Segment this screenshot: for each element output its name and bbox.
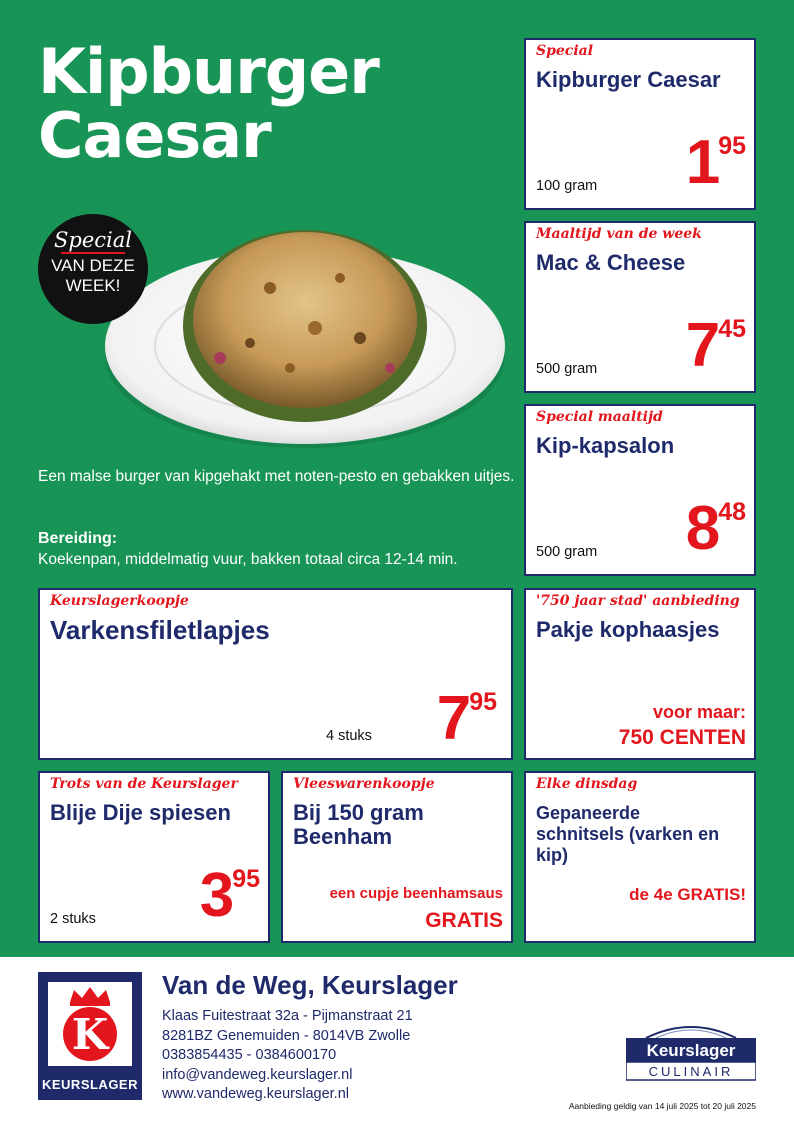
hero-title-line1: Kipburger — [38, 35, 379, 108]
keurslager-culinair-logo — [626, 1016, 756, 1082]
offer-name: Kipburger Caesar — [536, 67, 721, 92]
price-cents: 48 — [718, 498, 746, 526]
price-main: 1 — [685, 128, 719, 197]
price-main: 3 — [199, 861, 233, 930]
offer-line1: een cupje beenhamsaus — [329, 885, 503, 902]
offer-card-kipburger — [524, 38, 756, 210]
offer-card-spiesen — [38, 771, 270, 943]
hero-title — [38, 35, 379, 172]
offer-tag: Special maaltijd — [536, 409, 663, 425]
burger-plate-image — [100, 208, 510, 453]
badge-line2: WEEK! — [65, 276, 121, 295]
offer-name-line2: schnitsels (varken en — [536, 824, 720, 844]
offer-card-kophaasjes — [524, 588, 756, 760]
offer-card-mac-cheese — [524, 221, 756, 393]
offer-tag: Vleeswarenkoopje — [293, 776, 435, 792]
keurslager-logo — [38, 972, 142, 1100]
culinair-line1: Keurslager — [646, 1041, 736, 1060]
hero-description: Een malse burger van kipgehakt met noten-pesto en gebakken uitjes. — [38, 468, 515, 485]
offer-unit: 4 stuks — [326, 728, 372, 744]
email-link[interactable]: info@vandeweg.keurslager.nl — [162, 1066, 353, 1083]
shop-address-block — [162, 1007, 413, 1105]
price-cents: 95 — [232, 865, 260, 893]
culinair-line2: CULINAIR — [648, 1064, 734, 1079]
logo-letter: K — [71, 1010, 109, 1059]
validity-note: Aanbieding geldig van 14 juli 2025 tot 20 juli 2025 — [568, 1101, 756, 1111]
offer-price — [685, 311, 746, 380]
offer-unit: 2 stuks — [50, 911, 96, 927]
hero-title-line2: Caesar — [38, 99, 271, 172]
offer-card-kapsalon — [524, 404, 756, 576]
offer-price — [199, 861, 260, 930]
offer-line2: GRATIS — [425, 909, 503, 932]
price-cents: 45 — [718, 315, 746, 343]
offer-name: Kip-kapsalon — [536, 433, 675, 458]
shop-name: Van de Weg, Keurslager — [162, 970, 458, 1000]
offer-name: Blije Dije spiesen — [50, 800, 231, 825]
offer-line1: de 4e GRATIS! — [629, 885, 746, 904]
offer-name-line1: Gepaneerde — [536, 803, 641, 823]
phone-numbers: 0383854435 - 0384600170 — [162, 1047, 337, 1063]
badge-underline — [61, 252, 125, 254]
offer-tag: Elke dinsdag — [536, 776, 638, 792]
offer-unit: 100 gram — [536, 178, 598, 194]
badge-script: Special — [54, 228, 132, 252]
badge-line1: VAN DEZE — [51, 256, 135, 275]
offer-tag: Maaltijd van de week — [536, 226, 702, 242]
offer-unit: 500 gram — [536, 361, 598, 377]
offer-line1: voor maar: — [652, 702, 746, 722]
offer-tag: Trots van de Keurslager — [50, 776, 238, 792]
offer-tag: Special — [536, 43, 594, 59]
offer-line2: 750 CENTEN — [618, 726, 746, 749]
logo-k-box — [48, 982, 132, 1066]
offer-price — [685, 128, 746, 197]
address-line1: Klaas Fuitestraat 32a - Pijmanstraat 21 — [162, 1008, 413, 1024]
offer-name: Pakje kophaasjes — [536, 617, 720, 642]
price-main: 7 — [436, 684, 470, 753]
offer-card-varkensfilet — [38, 588, 513, 760]
logo-label: KEURSLAGER — [41, 1077, 138, 1092]
crown-k-icon — [48, 982, 132, 1066]
preparation-text: Koekenpan, middelmatig vuur, bakken totaal circa 12-14 min. — [38, 551, 458, 568]
offer-price — [685, 494, 746, 563]
offer-name: Mac & Cheese — [536, 250, 686, 275]
address-line2: 8281BZ Genemuiden - 8014VB Zwolle — [162, 1027, 411, 1044]
offer-card-schnitsels — [524, 771, 756, 943]
offer-tag: Keurslagerkoopje — [50, 593, 189, 609]
offer-name-line3: kip) — [536, 845, 569, 865]
offer-price — [436, 684, 497, 753]
price-main: 7 — [685, 311, 719, 380]
offer-card-beenham — [281, 771, 513, 943]
special-badge — [38, 214, 148, 324]
offer-tag: '750 jaar stad' aanbieding — [536, 593, 740, 609]
price-cents: 95 — [469, 688, 497, 716]
offer-unit: 500 gram — [536, 544, 598, 560]
price-cents: 95 — [718, 132, 746, 160]
offer-name: Varkensfiletlapjes — [50, 615, 270, 645]
preparation-heading: Bereiding: — [38, 530, 118, 547]
website-link[interactable]: www.vandeweg.keurslager.nl — [162, 1086, 349, 1102]
price-main: 8 — [685, 494, 719, 563]
offer-name-line2: Beenham — [293, 824, 393, 849]
offer-name-line1: Bij 150 gram — [293, 800, 424, 825]
